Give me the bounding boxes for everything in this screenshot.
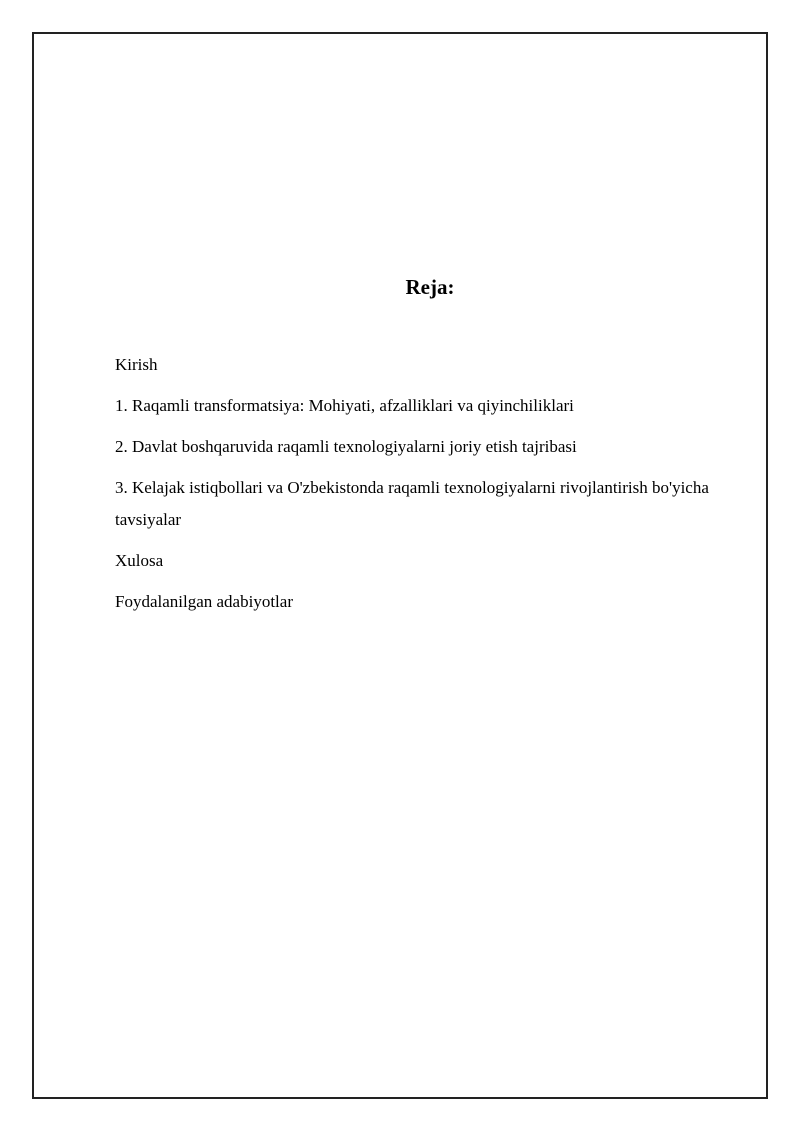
toc-item-3: 3. Kelajak istiqbollari va O'zbekistonda raqamli texnologiyalarni rivojlantirish bo'yicha tavsiyalar (115, 478, 709, 529)
toc-item-references: Foydalanilgan adabiyotlar (115, 592, 293, 611)
page-title: Reja: (405, 275, 455, 299)
toc-item-conclusion: Xulosa (115, 551, 164, 570)
toc-item-introduction: Kirish (115, 355, 158, 374)
toc-item-1: 1. Raqamli transformatsiya: Mohiyati, afzalliklari va qiyinchiliklari (115, 396, 574, 415)
table-of-contents (115, 349, 715, 627)
toc-item-2: 2. Davlat boshqaruvida raqamli texnologiyalarni joriy etish tajribasi (115, 437, 577, 456)
